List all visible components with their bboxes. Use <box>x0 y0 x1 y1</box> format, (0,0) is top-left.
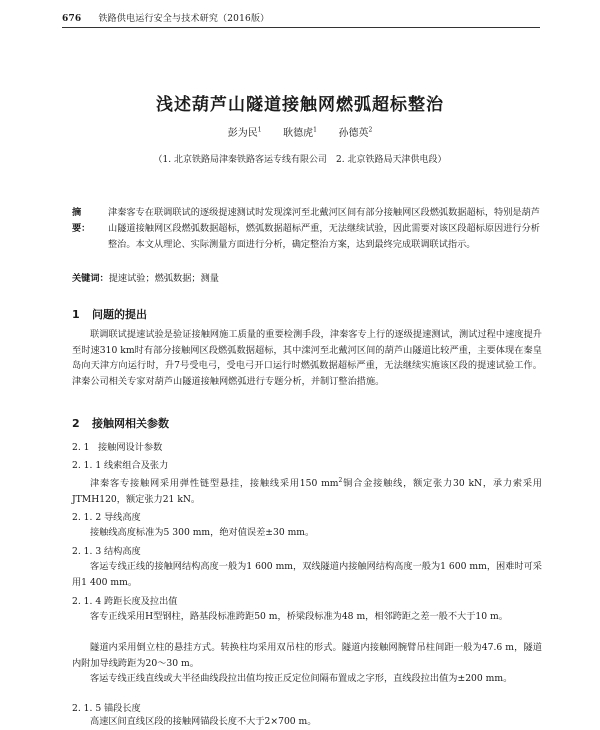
running-header <box>62 11 542 24</box>
subsubsection-heading <box>72 509 141 523</box>
abstract-label: 摘 要： <box>72 207 91 234</box>
section-number: 1 <box>72 308 80 321</box>
paper-title: 浅述葫芦山隧道接触网燃弧超标整治 <box>156 95 444 115</box>
body-paragraph: 客运专线正线直线或大半径曲线段拉出值均按正反定位间隔布置成之字形，直线段拉出值为±200 mm。 <box>90 673 513 684</box>
paragraph-text: 津秦客专接触网采用弹性链型悬挂，接触线采用150 mm <box>90 478 339 490</box>
subsubsection-heading <box>72 457 168 471</box>
journal-name: 铁路供电运行安全与技术研究（2016版） <box>98 14 270 24</box>
subsubsection-heading <box>72 543 141 557</box>
subsubsection-title: 导线高度 <box>104 512 141 523</box>
subsubsection-number: 2. 1. 2 <box>72 512 102 523</box>
section-title: 问题的提出 <box>92 308 147 321</box>
subsubsection-title: 线索组合及张力 <box>104 460 169 471</box>
author-affiliation-mark: 2 <box>368 126 373 134</box>
subsubsection-heading <box>72 593 178 607</box>
keywords <box>72 270 540 284</box>
section-heading <box>72 415 169 431</box>
header-rule <box>62 27 540 28</box>
affiliation: （1. 北京铁路局津秦铁路客运专线有限公司 2. 北京铁路局天津供电段） <box>153 155 447 165</box>
author-affiliation-mark: 1 <box>313 126 317 134</box>
subsubsection-number: 2. 1. 5 <box>72 703 102 714</box>
paragraph-text: 铜合金接触线，额定张力30 kN，承力索采用JTMH120，额定张力21 kN。 <box>72 478 542 505</box>
page-number: 676 <box>62 14 82 24</box>
body-paragraph: 隧道内采用倒立柱的悬挂方式。转换柱均采用双吊柱的形式。隧道内接触网腕臂吊柱间距一般为47.6 m，隧道内附加导线跨距为20～30 m。 <box>72 642 542 669</box>
keywords-label: 关键词： <box>72 273 109 284</box>
subsubsection-title: 结构高度 <box>104 546 141 557</box>
author-list <box>0 124 600 139</box>
author-affiliation-mark: 1 <box>257 126 262 134</box>
subsection-number: 2. 1 <box>72 442 90 453</box>
subsubsection-number: 2. 1. 3 <box>72 546 102 557</box>
body-paragraph: 接触线高度标准为5 300 mm，绝对值误差±30 mm。 <box>90 527 315 538</box>
section-title: 接触网相关参数 <box>92 417 169 430</box>
keywords-text: 提速试验；燃弧数据；测量 <box>108 273 219 284</box>
author-name: 彭为民 <box>227 128 258 139</box>
subsection-heading <box>72 439 162 453</box>
subsection-title: 接触网设计参数 <box>98 442 163 453</box>
superscript: 2 <box>338 477 343 484</box>
abstract <box>72 205 540 253</box>
body-paragraph <box>72 473 542 507</box>
subsubsection-title: 锚段长度 <box>104 703 141 714</box>
body-paragraph: 高速区间直线区段的接触网锚段长度不大于2×700 m。 <box>90 716 317 727</box>
author-name: 耿德虎 <box>283 128 314 139</box>
abstract-text: 津秦客专在联调联试的逐级提速测试时发现滦河至北戴河区间有部分接触网区段燃弧数据超标，特别是葫芦山隧道接触网区段燃弧数据超标，燃弧数据超标严重，无法继续试验，因此需要对该区段超标原因进行分析整治。本文从理论、实际测量方面进行分析，确定整治方案，达到最终完成联调联试指示。 <box>108 207 540 250</box>
section-number: 2 <box>72 417 80 430</box>
subsubsection-number: 2. 1. 4 <box>72 596 102 607</box>
subsubsection-heading <box>72 700 141 714</box>
subsubsection-number: 2. 1. 1 <box>72 460 102 471</box>
subsubsection-title: 跨距长度及拉出值 <box>104 596 178 607</box>
body-paragraph: 客运专线正线的接触网结构高度一般为1 600 mm，双线隧道内接触网结构高度一般为1 600 mm，困难时可采用1 400 mm。 <box>72 561 542 588</box>
author-name: 孙德英 <box>338 128 369 139</box>
body-paragraph: 联调联试提速试验是验证接触网施工质量的重要检测手段，津秦客专上行的逐级提速测试，测试过程中速度提升至时速310 km时有部分接触网区段燃弧数据超标，其中滦河至北戴河区间的葫芦山隧道比较严重，主要体现在秦皇岛向天津方向运行时，升7号受电弓，受电弓开口运行时燃弧数据超标严重，无法继续实施该区段的提速试验工作。津秦公司相关专家对葫芦山隧道接触网燃弧进行专题分析，并制订整治措施。 <box>72 329 542 387</box>
body-paragraph: 客专正线采用H型钢柱，路基段标准跨距50 m，桥梁段标准为48 m，相邻跨距之差一般不大于10 m。 <box>90 611 508 622</box>
section-heading <box>72 306 147 322</box>
